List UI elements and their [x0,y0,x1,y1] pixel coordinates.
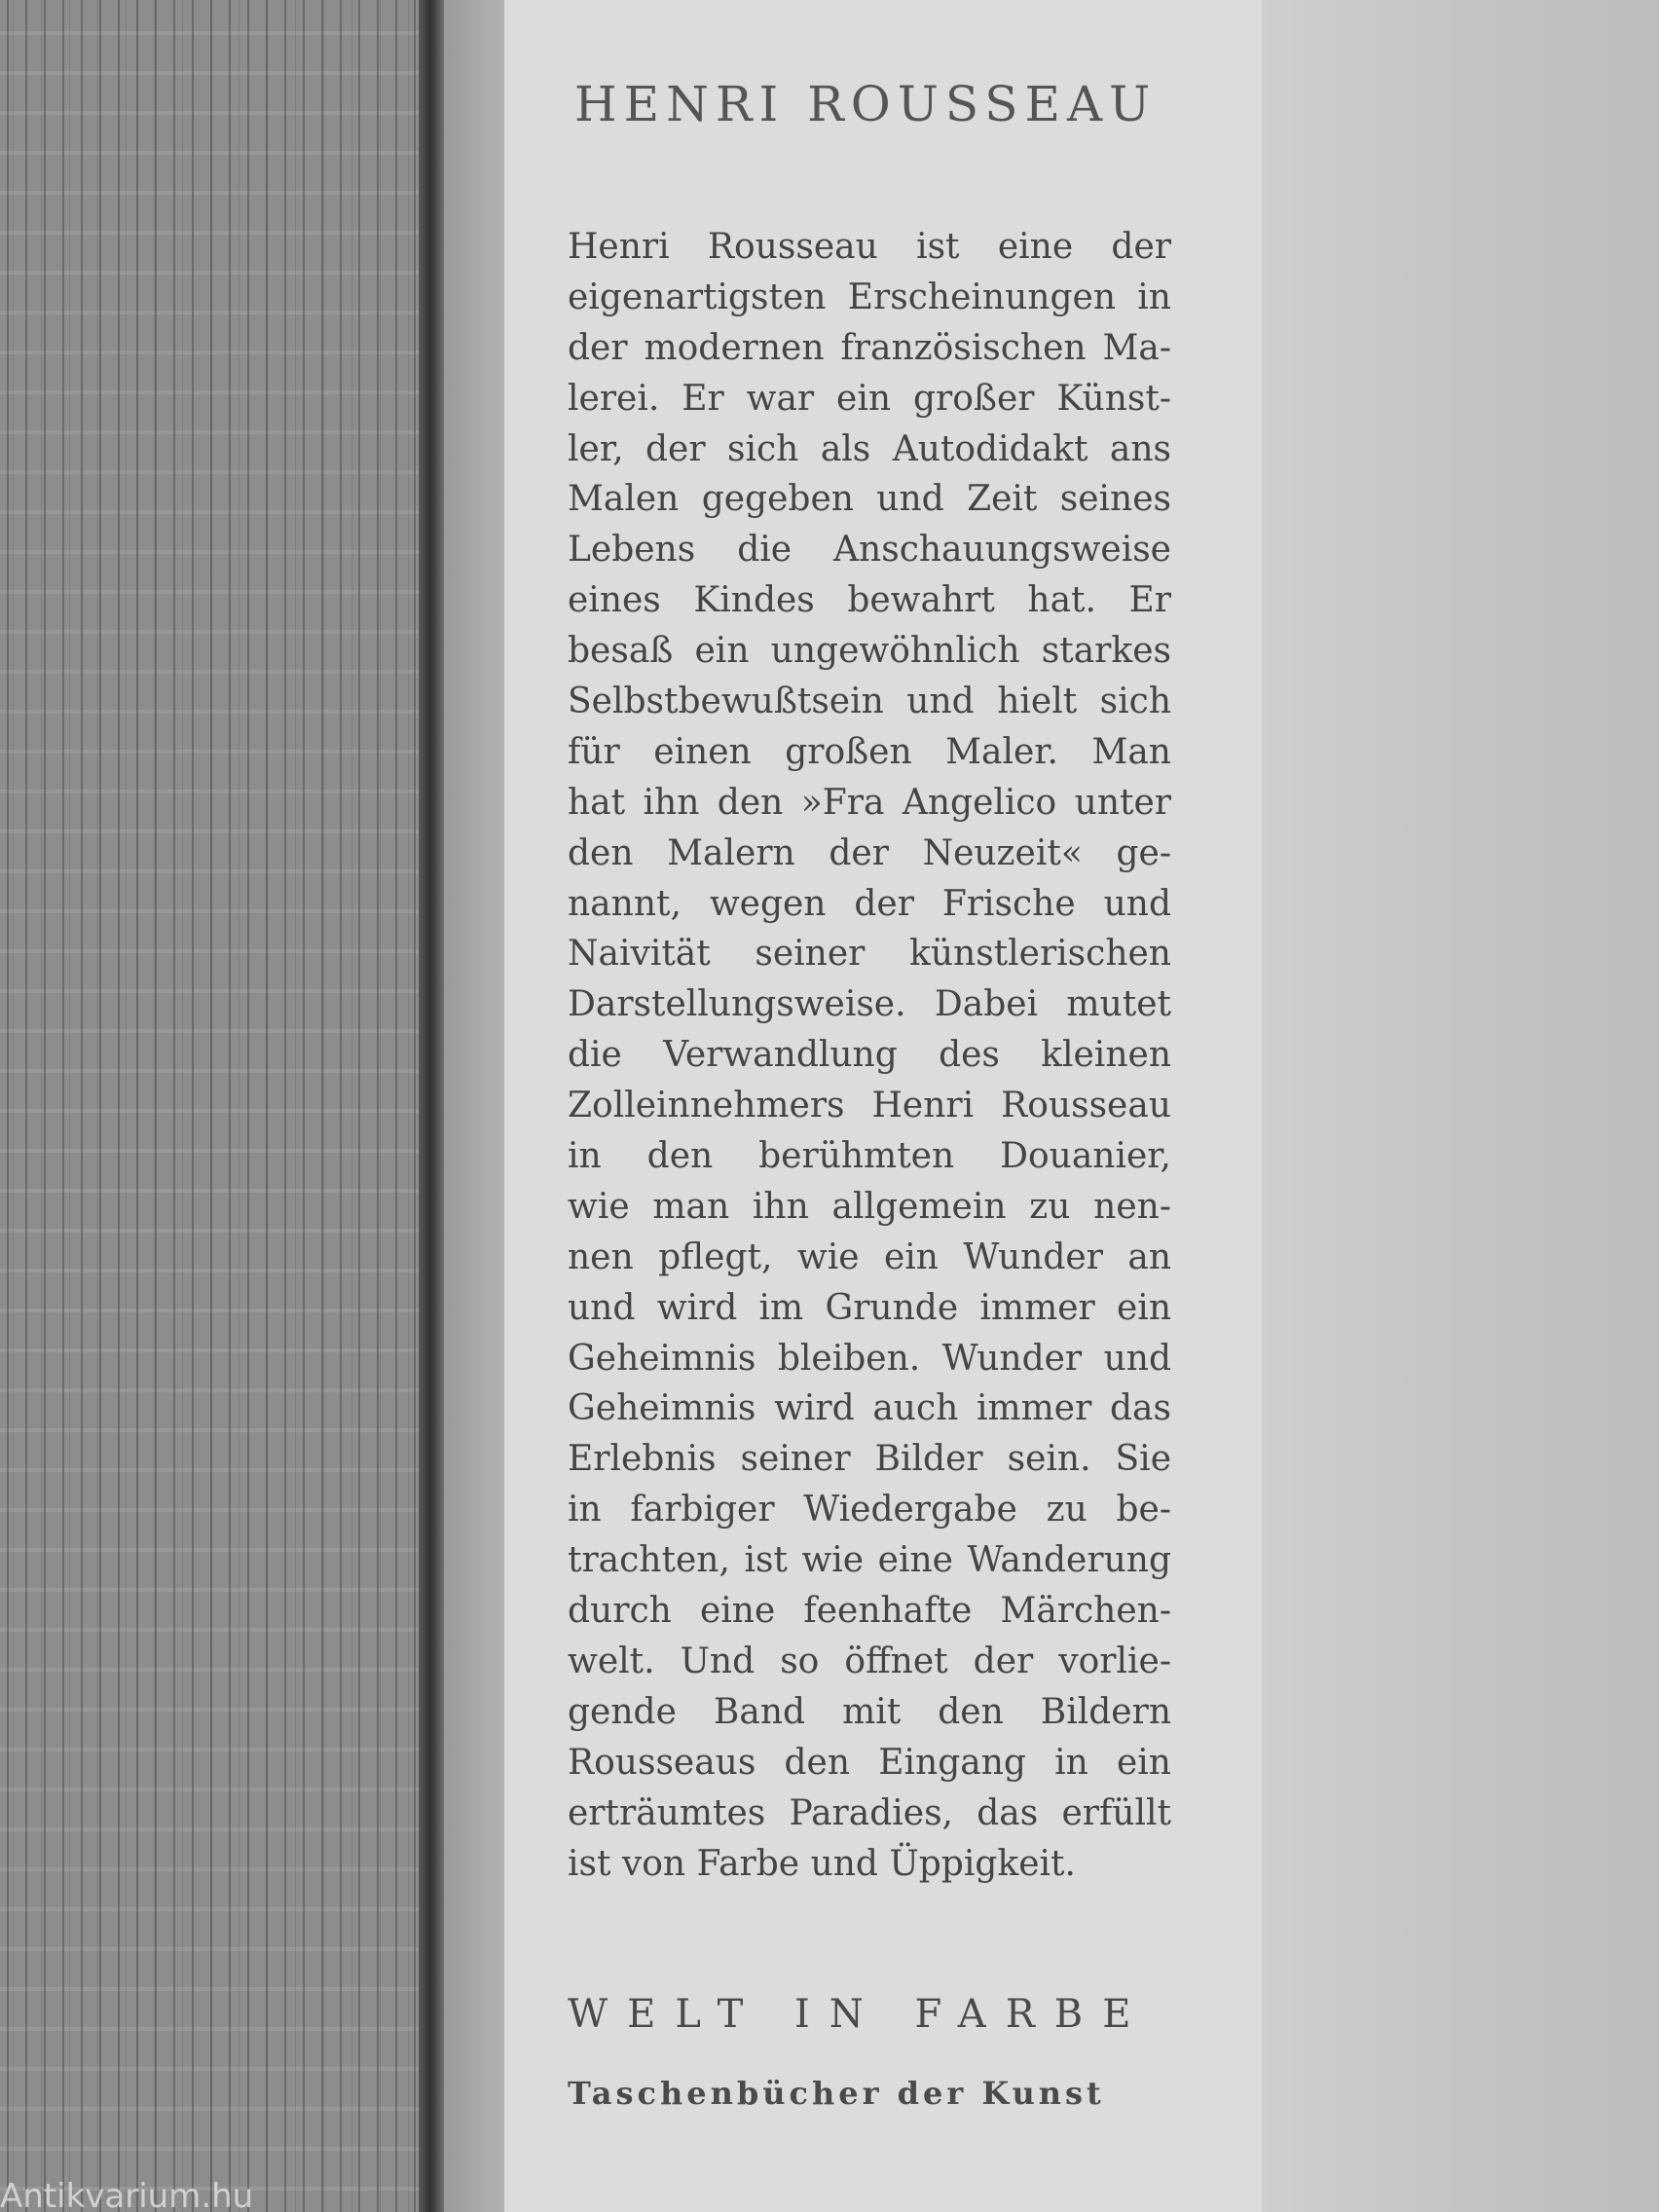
blurb-line: den Malern der Neuzeit« ge- [568,832,1171,873]
blurb-line: ist von Farbe und Üppigkeit. [568,1843,1076,1884]
blurb-line: der modernen französischen Ma- [568,327,1171,368]
series-subtitle: Taschenbücher der Kunst [568,2075,1105,2112]
jacket-flap-edge [444,0,504,2212]
blurb-line: Geheimnis wird auch immer das [568,1388,1171,1429]
blurb-line: nen pflegt, wie ein Wunder an [568,1236,1171,1277]
blurb-line: eigenartigsten Erscheinungen in [568,276,1171,317]
blurb-text [568,222,1171,1889]
book-title: HENRI ROUSSEAU [574,76,1158,132]
blurb-line: besaß ein ungewöhnlich starkes [568,631,1171,672]
blurb-line: durch eine feenhafte Märchen- [568,1591,1171,1632]
blurb-line: die Verwandlung des kleinen [568,1035,1171,1076]
blurb-line: hat ihn den »Fra Angelico unter [568,782,1171,823]
blurb-line: nannt, wegen der Frische und [568,883,1171,924]
blurb-line: Geheimnis bleiben. Wunder und [568,1338,1171,1379]
blurb-line: in farbiger Wiedergabe zu be- [568,1490,1171,1530]
blurb-line: ler, der sich als Autodidakt ans [568,428,1171,469]
blurb-line: Henri Rousseau ist eine der [568,227,1171,267]
blurb-line: Darstellungsweise. Dabei mutet [568,984,1171,1025]
blurb-line: Rousseaus den Eingang in ein [568,1742,1171,1783]
blurb-line: in den berühmten Douanier, [568,1136,1171,1177]
book-cover-fabric [0,0,433,2212]
blurb-line: für einen großen Maler. Man [568,731,1171,772]
blurb-line: Erlebnis seiner Bilder sein. Sie [568,1439,1171,1480]
cover-fold-shadow [419,0,444,2212]
blurb-line: gende Band mit den Bildern [568,1691,1171,1732]
blurb-line: Selbstbewußtsein und hielt sich [568,682,1171,722]
series-title: WELT IN FARBE [568,1992,1151,2037]
blurb-line: wie man ihn allgemein zu nen- [568,1186,1171,1227]
blurb-line: Naivität seiner künstlerischen [568,934,1171,975]
blurb-line: und wird im Grunde immer ein [568,1287,1171,1328]
background-page [1262,0,1659,2212]
blurb-line: Malen gegeben und Zeit seines [568,479,1171,520]
blurb-line: eines Kindes bewahrt hat. Er [568,580,1171,621]
blurb-line: erträumtes Paradies, das erfüllt [568,1792,1171,1833]
blurb-line: Lebens die Anschauungsweise [568,530,1171,571]
watermark: Antikvarium.hu [0,2177,254,2212]
blurb-line: welt. Und so öffnet der vorlie- [568,1641,1171,1681]
blurb-line: Zolleinnehmers Henri Rousseau [568,1086,1171,1126]
blurb-line: lerei. Er war ein großer Künst- [568,378,1171,419]
blurb-line: trachten, ist wie eine Wanderung [568,1540,1171,1581]
